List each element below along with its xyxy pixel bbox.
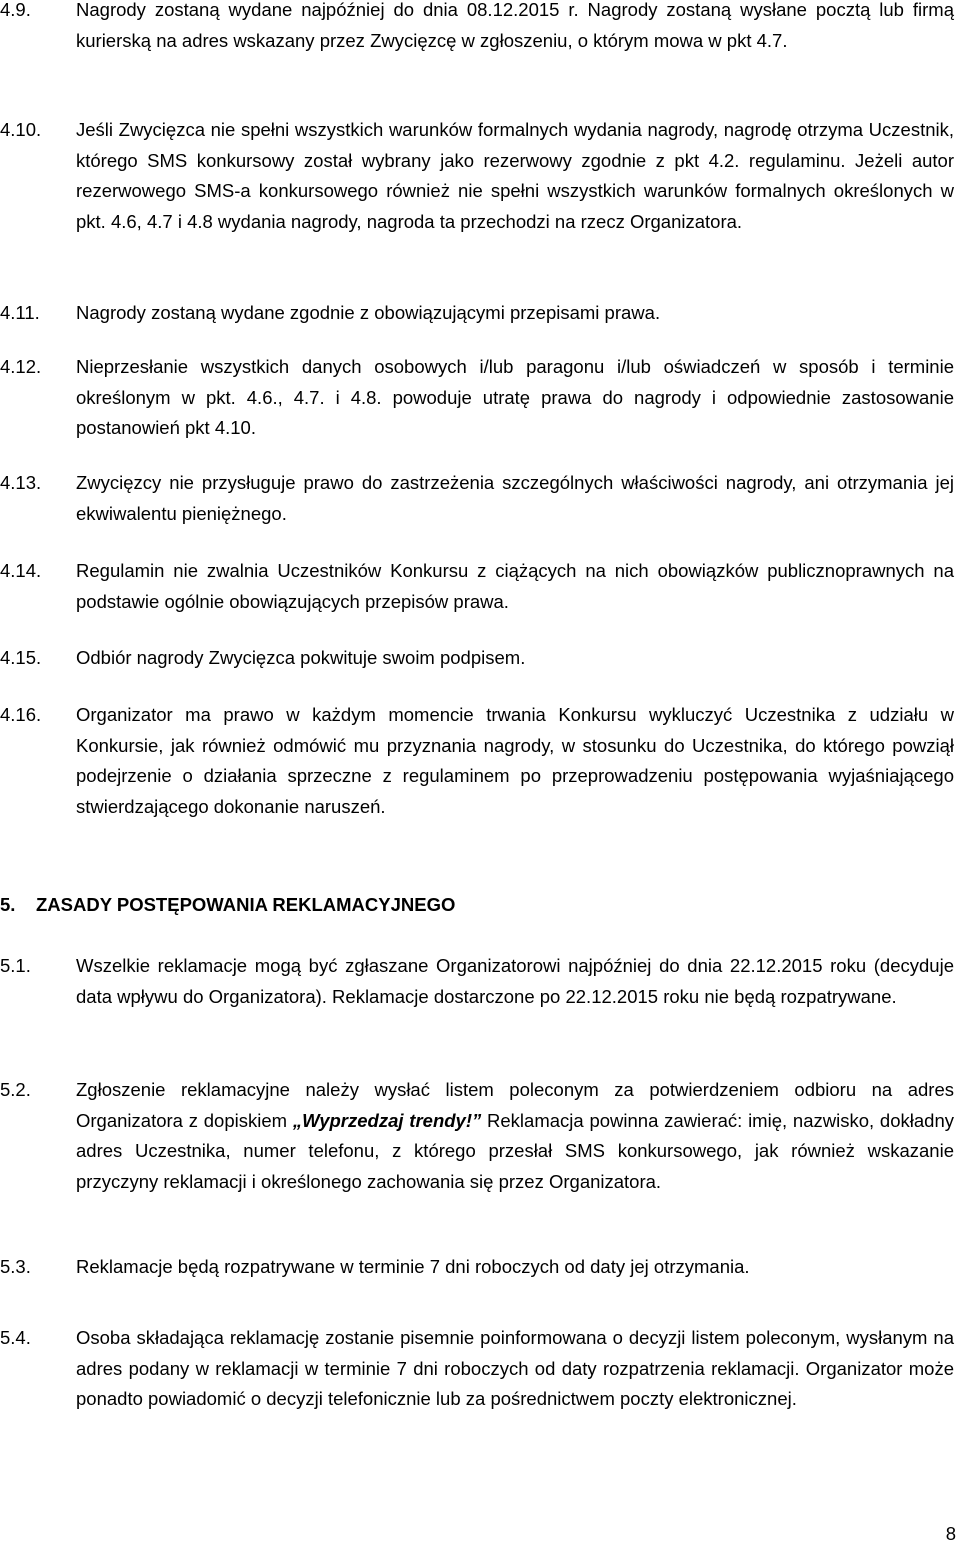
clause-text-after: Reklamacja powinna zawierać: imię, nazwisko, dokładny adres Uczestnika, numer telefonu, z którego przesłał SMS konkursowego, jak również wskazanie przyczyny reklamacji i określonego zachowania się przez Organizatora. — [76, 1109, 954, 1192]
clause-number: 4.12. — [0, 356, 42, 377]
clause-number: 4.10. — [0, 119, 42, 140]
clause-number: 5.1. — [0, 955, 31, 976]
clause-number: 4.15. — [0, 647, 42, 668]
clause-number: 4.16. — [0, 704, 42, 725]
clause-text: Osoba składająca reklamację zostanie pisemnie poinformowana o decyzji listem poleconym, wysłanym na adres podany w reklamacji w terminie 7 dni roboczych od daty rozpatrzenia reklamacji. Organizator może ponadto powiadomić o decyzji telefonicznie lub za pośrednictwem poczty elektronicznej. — [76, 1327, 954, 1409]
clause-text — [76, 1075, 954, 1197]
clause-number: 4.9. — [0, 0, 31, 20]
clause-number: 5.4. — [0, 1327, 31, 1348]
section-title: ZASADY POSTĘPOWANIA REKLAMACYJNEGO — [36, 894, 456, 915]
clause-number: 4.13. — [0, 472, 42, 493]
clause-text: Regulamin nie zwalnia Uczestników Konkursu z ciążących na nich obowiązków publicznoprawnych na podstawie ogólnie obowiązujących przepisów prawa. — [76, 560, 954, 612]
clause-number: 4.14. — [0, 560, 42, 581]
clause-text: Nieprzesłanie wszystkich danych osobowych i/lub paragonu i/lub oświadczeń w sposób i terminie określonym w pkt. 4.6., 4.7. i 4.8. powoduje utratę prawa do nagrody i odpowiednie zastosowanie postanowień pkt 4.10. — [76, 356, 954, 438]
clause-text-before: Zgłoszenie reklamacyjne należy wysłać listem poleconym za potwierdzeniem odbioru na adres Organizatora z dopiskiem — [76, 1079, 954, 1131]
clause-number: 4.11. — [0, 302, 40, 323]
clause-number: 5.2. — [0, 1079, 31, 1100]
page-number: 8 — [945, 1523, 956, 1544]
clause-text: Odbiór nagrody Zwycięzca pokwituje swoim podpisem. — [76, 647, 526, 668]
clause-text: Nagrody zostaną wydane najpóźniej do dnia 08.12.2015 r. Nagrody zostaną wysłane pocztą lub firmą kurierską na adres wskazany przez Zwycięzcę w zgłoszeniu, o którym mowa w pkt 4.7. — [76, 0, 954, 51]
clause-text: Zwycięzcy nie przysługuje prawo do zastrzeżenia szczególnych właściwości nagrody, ani otrzymania jej ekwiwalentu pieniężnego. — [76, 472, 954, 524]
clause-text: Reklamacje będą rozpatrywane w terminie 7 dni roboczych od daty jej otrzymania. — [76, 1256, 750, 1277]
clause-text: Wszelkie reklamacje mogą być zgłaszane Organizatorowi najpóźniej do dnia 22.12.2015 roku (decyduje data wpływu do Organizatora). Reklamacje dostarczone po 22.12.2015 roku nie będą rozpatrywane. — [76, 955, 954, 1007]
clause-number: 5.3. — [0, 1256, 31, 1277]
emphasized-phrase: „Wyprzedzaj trendy!” — [292, 1109, 482, 1131]
clause-text: Organizator ma prawo w każdym momencie trwania Konkursu wykluczyć Uczestnika z udziału w Konkursie, jak również odmówić mu przyznania nagrody, w stosunku do Uczestnika, do którego powziął podejrzenie o działania sprzeczne z regulaminem po przeprowadzeniu postępowania wyjaśniającego stwierdzającego dokonanie naruszeń. — [76, 704, 954, 817]
section-number: 5. — [0, 894, 16, 915]
clause-text: Nagrody zostaną wydane zgodnie z obowiązującymi przepisami prawa. — [76, 302, 661, 323]
clause-text: Jeśli Zwycięzca nie spełni wszystkich warunków formalnych wydania nagrody, nagrodę otrzyma Uczestnik, którego SMS konkursowy został wybrany jako rezerwowy zgodnie z pkt 4.2. regulaminu. Jeżeli autor rezerwowego SMS-a konkursowego również nie spełni wszystkich warunków formalnych określonych w pkt. 4.6, 4.7 i 4.8 wydania nagrody, nagroda ta przechodzi na rzecz Organizatora. — [76, 119, 954, 232]
